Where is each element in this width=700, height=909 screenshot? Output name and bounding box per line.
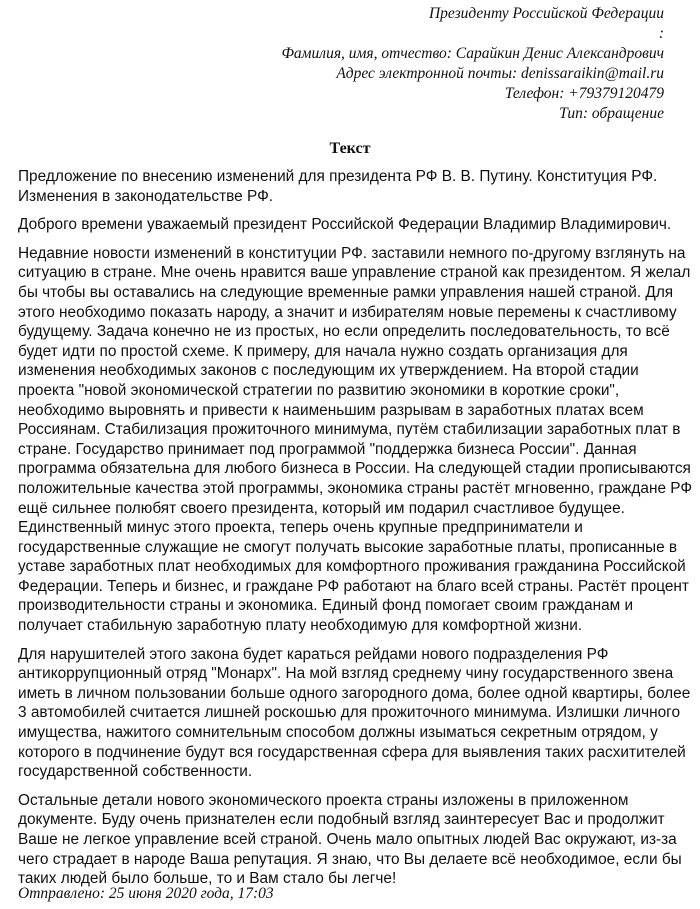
letter-body bbox=[18, 167, 693, 898]
text-line: ситуацию в стране. Мне очень нравится ваше управление страной как президентом. Я желал bbox=[18, 264, 691, 282]
text-line: получает стабильную заработную плату необходимую для комфортной жизни. bbox=[18, 617, 583, 635]
text-line: будущему. Задача конечно не из простых, но если определить последовательность, то всё bbox=[18, 323, 670, 341]
text-line: Единственный минус этого проекта, теперь очень крупные предприниматели и bbox=[18, 519, 583, 537]
paragraph bbox=[18, 791, 690, 889]
text-line: ещё сильнее полюбят своего президента, который им подарил счастливое будущее. bbox=[18, 499, 625, 517]
text-line: положительные качества этой программы, экономика страны растёт мгновенно, граждане РФ bbox=[18, 479, 693, 497]
paragraph bbox=[18, 244, 693, 636]
paragraph bbox=[18, 645, 690, 782]
text-line: антикоррупционный отряд "Монарх". На мой взгляд среднему чину государственного звена bbox=[18, 665, 674, 683]
text-line: Ваше не легкое управление всей страной. Очень мало опытных людей Вас окружают, из-за bbox=[18, 831, 677, 848]
text-line: Федерации. Теперь и бизнес, и граждане РФ работают на благо всей страны. Растёт процент bbox=[18, 577, 689, 595]
text-line: бы чтобы вы оставались на следующие временные рамки управления нашей страной. Для bbox=[18, 283, 674, 301]
text-line: Остальные детали нового экономического проекта страны изложены в приложенном bbox=[18, 791, 629, 809]
text-line: Россиянам. Стабилизация прожиточного минимума, путём стабилизации заработных плат в bbox=[18, 421, 681, 439]
text-line: программа обязательна для любого бизнеса в России. На следующей стадии прописываются bbox=[18, 460, 691, 478]
paragraph bbox=[18, 167, 690, 206]
text-line: проекта "новой экономической стратегии по развитию экономики в короткие сроки", bbox=[18, 381, 620, 399]
recipient-line: Президенту Российской Федерации bbox=[428, 5, 664, 22]
letter-header bbox=[64, 4, 664, 124]
sent-date: Отправлено: 25 июня 2020 года, 17:03 bbox=[18, 885, 274, 902]
text-line: таких людей было больше, то и Вам стало бы легче! bbox=[18, 870, 397, 888]
sender-name-line: Фамилия, имя, отчество: Сарайкин Денис Александрович bbox=[281, 45, 664, 62]
text-line: Для нарушителей этого закона будет караться рейдами нового подразделения РФ bbox=[18, 645, 609, 663]
text-line: имущества, нажитого сомнительным способом должны изыматься секретным отрядом, у bbox=[18, 724, 658, 742]
text-line: 3 автомобилей считается лишней роскошью для прожиточного минимума. Излишки личного bbox=[18, 704, 680, 722]
text-line: производительности страны и экономика. Единый фонд помогает своим гражданам и bbox=[18, 597, 634, 615]
sender-phone-line: Телефон: +79379120479 bbox=[504, 85, 664, 102]
text-line: Предложение по внесению изменений для президента РФ В. В. Путину. Конституция РФ. bbox=[18, 168, 658, 185]
text-line: чего страдает в народе Ваша репутация. Я знаю, что Вы делаете всё необходимое, если бы bbox=[18, 850, 682, 868]
colon-line: : bbox=[658, 25, 664, 42]
text-line: стране. Государство принимает под программой "поддержка бизнеса России". Данная bbox=[18, 440, 637, 458]
document-title: Текст bbox=[329, 140, 371, 157]
text-line: которого в подчинение будут вся государственная сфера для выявления таких расхитителей bbox=[18, 743, 686, 761]
paragraph bbox=[18, 215, 690, 235]
text-line: государственные служащие не смогут получать высокие заработные платы, прописанные в bbox=[18, 538, 678, 556]
text-line: Изменения в законодательстве РФ. bbox=[18, 187, 274, 205]
text-line: Недавние новости изменений в конституции РФ. заставили немного по-другому взглянуть на bbox=[18, 244, 686, 262]
text-line: уставе заработных плат необходимых для комфортного проживания гражданина Российской bbox=[18, 558, 686, 576]
text-line: государственной собственности. bbox=[18, 763, 253, 781]
text-line: Доброго времени уважаемый президент Российской Федерации Владимир Владимирович. bbox=[18, 216, 672, 234]
text-line: этого необходимо показать народу, а значит и избирателям новые перемены к счастливому bbox=[18, 303, 677, 321]
appeal-type-line: Тип: обращение bbox=[559, 105, 664, 122]
text-line: изменения необходимых законов с последующим их утверждением. На второй стадии bbox=[18, 362, 639, 380]
text-line: необходимо выровнять и привести к наименьшим разрывам в заработных платах всем bbox=[18, 401, 644, 419]
sender-email-line: Адрес электронной почты: denissaraikin@mail.ru bbox=[336, 65, 664, 82]
text-line: документе. Буду очень признателен если подобный взгляд заинтересует Вас и продолжит bbox=[18, 811, 665, 829]
text-line: иметь в личном пользовании больше одного загородного дома, более одной квартиры, более bbox=[18, 684, 691, 702]
text-line: будет идти по простой схеме. К примеру, для начала нужно создать организация для bbox=[18, 342, 628, 360]
